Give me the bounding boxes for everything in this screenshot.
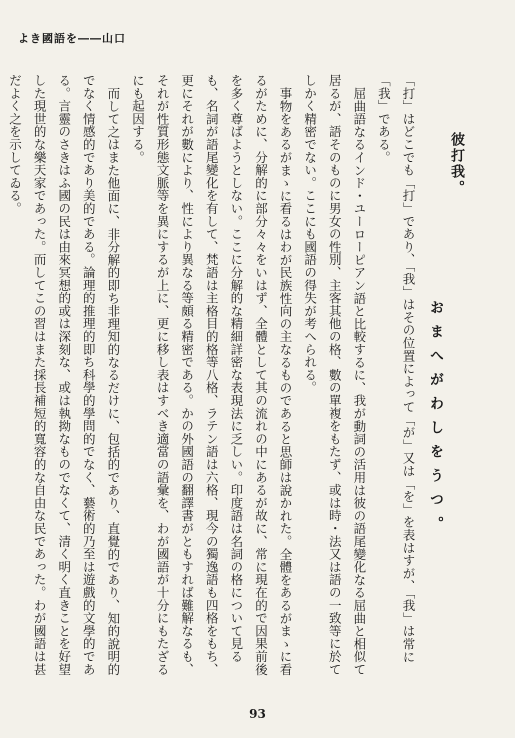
paragraph: 「打」はどこでも「打」であり、「我」はその位置によって「が」又は「を」を表はすが、「我」は常に「我」である。 [376,74,416,664]
paragraph: 而して之はまた他面に、非分解的即ち非理知的なるだけに、包括的であり、直覺的であり、知的說明的でなく情感的であり美的である。論理的推理的即ち科學的學問的でなく、藝術的乃至は遊戲的文學的である。言靈のさきはふ國の民は由來冥想的或は深刻な、或は執拗なものでなくて、清く明く直きことを好望した現世的な樂天家であった。而してこの習はまた採長補短的寬容的な自由な民であった。わが國語は甚だよく之を示してゐる。 [7,74,121,676]
example-heading: 彼打我。 [449,132,465,196]
paragraph: 屈曲語なるインド・ユーローピアン語と比較するに、我が動詞の活用は彼の語尾變化なる屈曲と相似て居るが、語そのものに男女の性別、主客其他の格、數の單複をもたず、或は時・法又は語の一致等に於てしかく精密でない。ここにも國語の得失が考へられる。 [302,74,367,676]
page-number: 93 [249,707,266,721]
body-text [7,74,420,676]
example-gloss: おまへがわしをうつ。 [428,300,444,540]
running-head: よき國語を――山口 [18,32,126,45]
paragraph: 事物をあるがまゝに看るはわが民族性向の主なるものであると思師は說かれた。全體をあるがまゝに看るがために、分解的に部分々々をいはず、全體として其の流れの中にあるが故に、常に現在的で因果前後を多く尊ばようとしない。ここに分解的な精細詳密な表現法に乏しい。印度語は名詞の格について見るも、名詞が語尾變化を有して、梵語は主格目的格等八格、ラテン語は六格、現今の獨逸語も四格をもち、更にそれが數により、性により異なる等頗る精密である。かの外國語の翻譯書がともすれば難解なるも、それが性質形態文脈等を異にするが上に、更に移し表はすべき適當の語彙を、わが國語が十分にもたざるにも起因する。 [130,74,294,676]
paragraph [0,74,2,676]
